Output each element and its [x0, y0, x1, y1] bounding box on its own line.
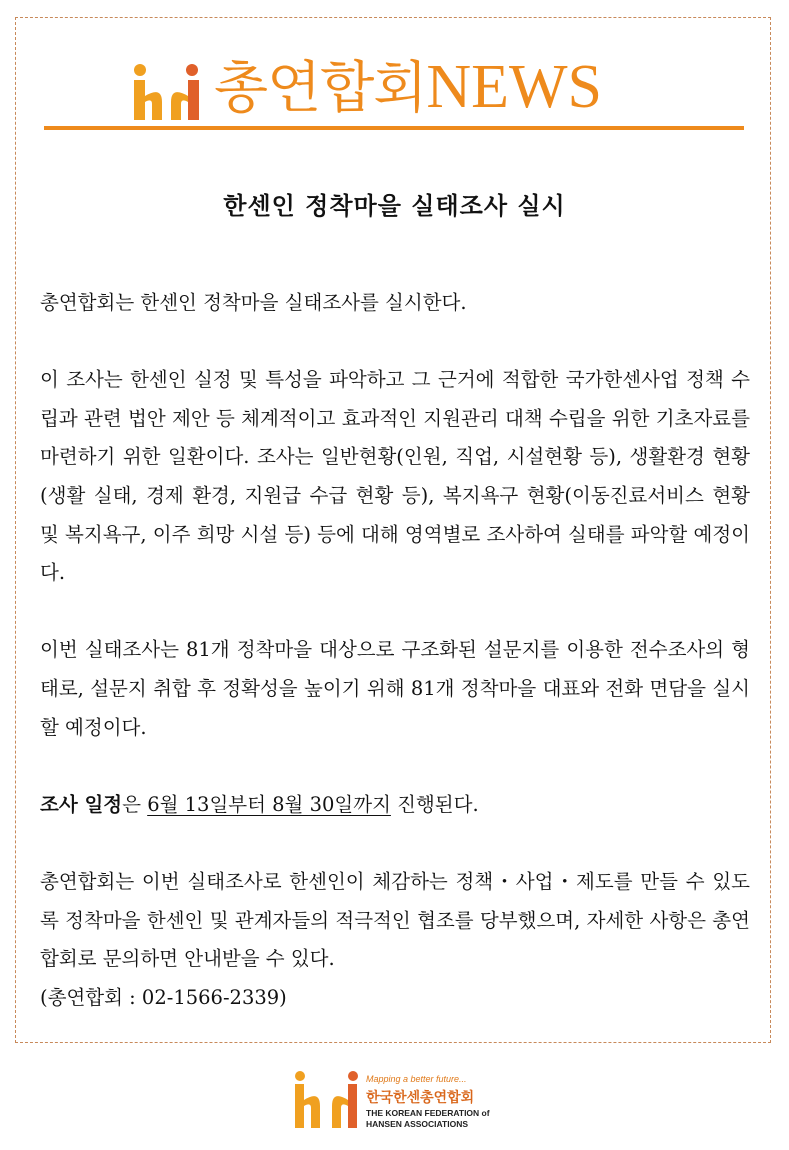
footer-org-name-en-line1: THE KOREAN FEDERATION of: [366, 1108, 490, 1118]
schedule-tail: 진행된다.: [390, 792, 479, 816]
federation-logo-icon: [128, 56, 208, 122]
schedule-dates: 6월 13일부터 8월 30일까지: [147, 792, 391, 816]
paragraph-method: 이번 실태조사는 81개 정착마을 대상으로 구조화된 설문지를 이용한 전수조사의 형태로, 설문지 취합 후 정확성을 높이기 위해 81개 정착마을 대표와 전화 면담을 실시할 예정이다.: [40, 638, 750, 739]
footer-org-name-en-line2: HANSEN ASSOCIATIONS: [366, 1119, 469, 1129]
footer-org-name-ko: 한국한센총연합회: [366, 1090, 475, 1106]
masthead-rule: [44, 126, 744, 130]
article-headline: 한센인 정착마을 실태조사 실시: [223, 192, 566, 220]
contact-info: (총연합회 : 02-1566-2339): [40, 985, 287, 1009]
paragraph-schedule: [40, 786, 750, 825]
paragraph-purpose: 이 조사는 한센인 실정 및 특성을 파악하고 그 근거에 적합한 국가한센사업 정책 수립과 관련 법안 제안 등 체계적이고 효과적인 지원관리 대책 수립을 위한 기초자료를 마련하기 위한 일환이다. 조사는 일반현황(인원, 직업, 시설현황 등), 생활환경 현황(생활 실태, 경제 환경, 지원급 수급 현황 등), 복지욕구 현황(이동진료서비스 현황 및 복지욕구, 이주 희망 시설 등) 등에 대해 영역별로 조사하여 실태를 파악할 예정이다.: [40, 368, 750, 585]
schedule-label: 조사 일정: [40, 792, 123, 816]
footer-tagline: Mapping a better future...: [366, 1074, 467, 1084]
schedule-particle: 은: [122, 792, 148, 816]
paragraph-request: 총연합회는 이번 실태조사로 한센인이 체감하는 정책・사업・제도를 만들 수 있도록 정착마을 한센인 및 관계자들의 적극적인 협조를 당부했으며, 자세한 사항은 총연합회로 문의하면 안내받을 수 있다.: [40, 869, 750, 971]
masthead: [128, 50, 602, 122]
paragraph-intro: 총연합회는 한센인 정착마을 실태조사를 실시한다.: [40, 291, 467, 314]
article-body: [40, 284, 750, 1017]
masthead-title-ko: 총연합회: [214, 56, 427, 121]
masthead-title-en: NEWS: [426, 53, 603, 121]
masthead-title: [214, 54, 602, 122]
